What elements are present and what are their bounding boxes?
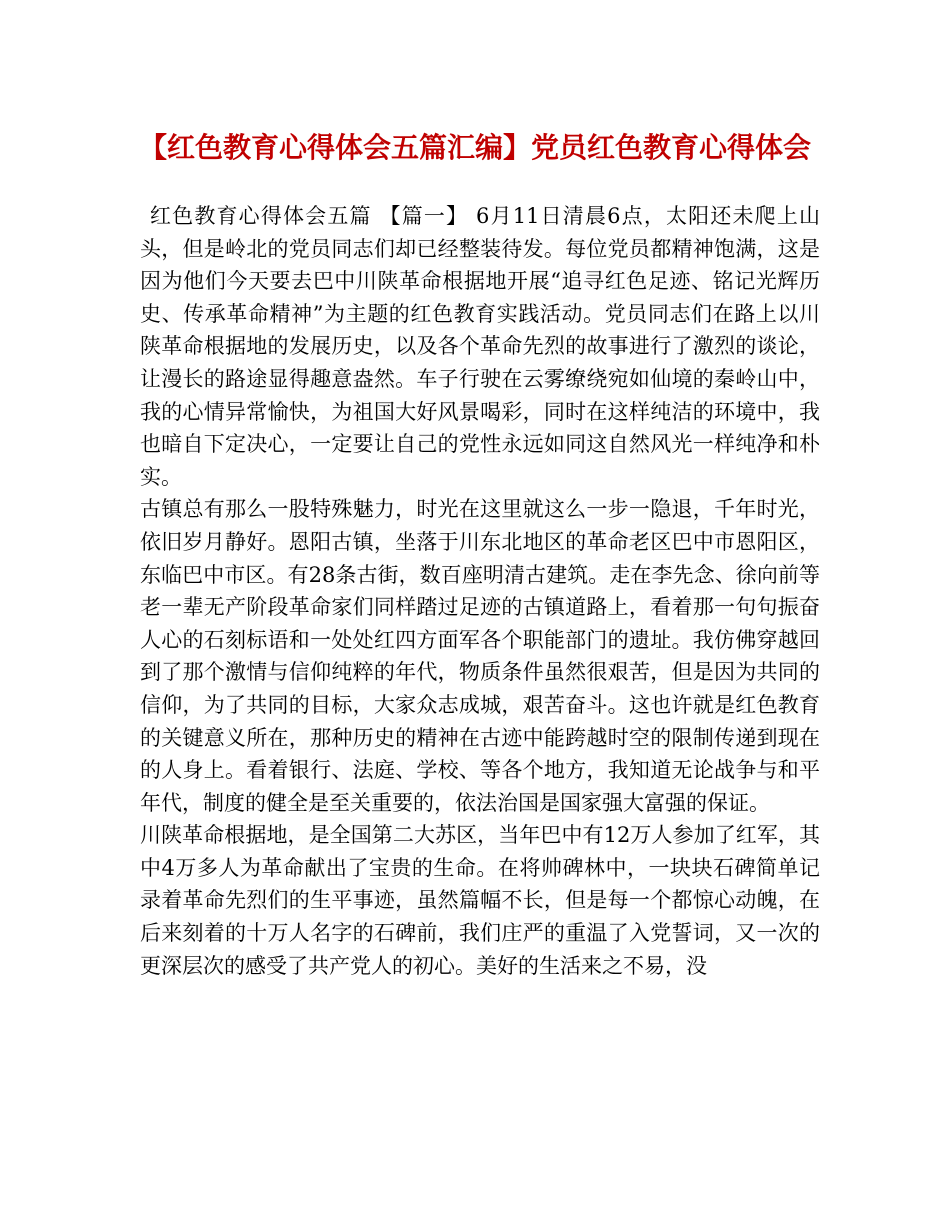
document-body xyxy=(140,200,820,982)
paragraph-3: 川陕革命根据地，是全国第二大苏区，当年巴中有12万人参加了红军，其中4万多人为革命献出了宝贵的生命。在将帅碑林中，一块块石碑简单记录着革命先烈们的生平事迹，虽然篇幅不长，但是每一个都惊心动魄，在后来刻着的十万人名字的石碑前，我们庄严的重温了入党誓词，又一次的更深层次的感受了共产党人的初心。美好的生活来之不易，没 xyxy=(140,823,820,978)
paragraph-1: 红色教育心得体会五篇 【篇一】 6月11日清晨6点，太阳还未爬上山头，但是岭北的党员同志们却已经整装待发。每位党员都精神饱满，这是因为他们今天要去巴中川陕革命根据地开展“追寻红色足迹、铭记光辉历史、传承革命精神”为主题的红色教育实践活动。党员同志们在路上以川陕革命根据地的发展历史，以及各个革命先烈的故事进行了激烈的谈论，让漫长的路途显得趣意盎然。车子行驶在云雾缭绕宛如仙境的秦岭山中，我的心情异常愉快，为祖国大好风景喝彩，同时在这样纯洁的环境中，我也暗自下定决心，一定要让自己的党性永远如同这自然风光一样纯净和朴实。 xyxy=(140,204,820,489)
document-title: 【红色教育心得体会五篇汇编】党员红色教育心得体会 xyxy=(138,131,811,164)
paragraph-2: 古镇总有那么一股特殊魅力，时光在这里就这么一步一隐退，千年时光，依旧岁月静好。恩阳古镇，坐落于川东北地区的革命老区巴中市恩阳区，东临巴中市区。有28条古街，数百座明清古建筑。走在李先念、徐向前等老一辈无产阶段革命家们同样踏过足迹的古镇道路上，看着那一句句振奋人心的石刻标语和一处处红四方面军各个职能部门的遗址。我仿佛穿越回到了那个激情与信仰纯粹的年代，物质条件虽然很艰苦，但是因为共同的信仰，为了共同的目标，大家众志成城，艰苦奋斗。这也许就是红色教育的关键意义所在，那种历史的精神在古迹中能跨越时空的限制传递到现在的人身上。看着银行、法庭、学校、等各个地方，我知道无论战争与和平年代，制度的健全是至关重要的，依法治国是国家强大富强的保证。 xyxy=(140,497,820,815)
